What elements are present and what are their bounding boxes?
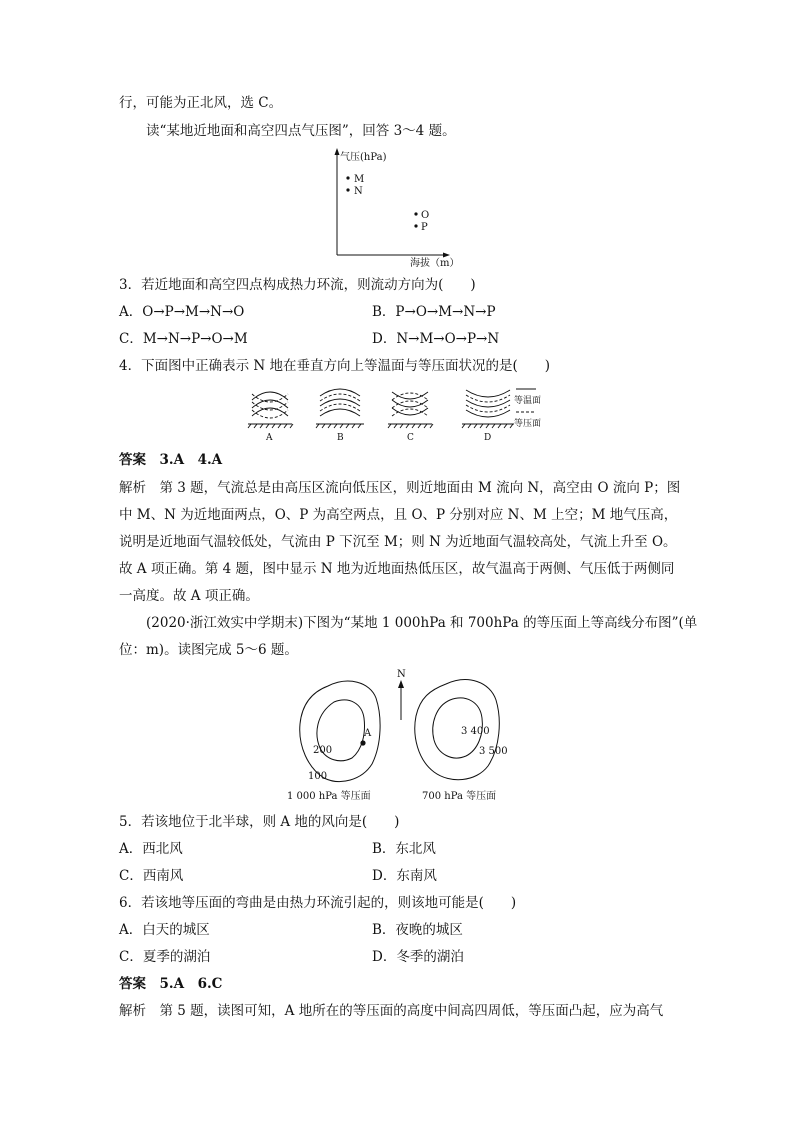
- answer-5-6: 答案 5.A 6.C: [119, 976, 223, 992]
- option-3a: A．O→P→M→N→O: [119, 304, 245, 320]
- option-5d: D．东南风: [372, 868, 437, 884]
- explanation-line: 中 M、N 为近地面两点，O、P 为高空两点，且 O、P 分别对应 N、M 上空；M 地气压高，: [119, 507, 678, 523]
- legend-isobar-label: 等压面: [514, 419, 542, 429]
- ground-a: [248, 424, 293, 428]
- point-a-label: A: [364, 728, 372, 739]
- question-3: 3．若近地面和高空四点构成热力环流，则流动方向为( ): [119, 277, 476, 293]
- point-m-label: M: [354, 174, 365, 185]
- contour-map-figure: [270, 664, 530, 806]
- ground-b: [316, 424, 364, 428]
- panel-a: [252, 392, 288, 418]
- panel-b: [320, 389, 360, 416]
- option-5a: A．西北风: [119, 841, 183, 857]
- isosurface-options-figure: [244, 382, 554, 444]
- option-3d: D．N→M→O→P→N: [372, 331, 500, 347]
- point-o-label: O: [421, 210, 430, 221]
- question-4: 4．下面图中正确表示 N 地在垂直方向上等温面与等压面状况的是( ): [119, 358, 551, 374]
- option-5c: C．西南风: [119, 868, 184, 884]
- point-n-marker: [346, 188, 349, 191]
- explanation-line: 故 A 项正确。第 4 题，图中显示 N 地为近地面热低压区，故气温高于两侧、气压低于两侧同: [119, 561, 675, 577]
- question-6: 6．若该地等压面的弯曲是由热力环流引起的，则该地可能是( ): [119, 895, 517, 911]
- ground-d: [462, 424, 514, 428]
- question-intro: 读“某地近地面和高空四点气压图”，回答 3～4 题。: [146, 123, 456, 139]
- point-o-marker: [414, 212, 417, 215]
- x-axis-label: 海拔（m）: [410, 258, 460, 268]
- pressure-altitude-figure: [330, 146, 470, 268]
- point-p-label: P: [421, 222, 428, 233]
- panel-d: [466, 390, 510, 417]
- explanation-line: 解析 第 5 题，读图可知，A 地所在的等压面的高度中间高四周低，等压面凸起，应为高气: [119, 1003, 664, 1019]
- panel-d-label: D: [484, 433, 492, 443]
- option-3c: C．M→N→P→O→M: [119, 331, 248, 347]
- contour-label-200: 200: [313, 745, 333, 756]
- left-map-caption: 1 000 hPa 等压面: [287, 791, 371, 802]
- contour-label-100: 100: [308, 771, 328, 782]
- point-p-marker: [414, 224, 417, 227]
- question-intro: 位：m)。读图完成 5～6 题。: [119, 642, 298, 658]
- panel-c-label: C: [407, 433, 414, 443]
- panel-b-label: B: [337, 433, 344, 443]
- point-m-marker: [346, 176, 349, 179]
- explanation-line: 说明是近地面气温较低处，气流由 P 下沉至 M；则 N 为近地面气温较高处，气流上升至 O。: [119, 534, 677, 550]
- point-n-label: N: [354, 186, 363, 197]
- question-5: 5．若该地位于北半球，则 A 地的风向是( ): [119, 814, 400, 830]
- answer-3-4: 答案 3.A 4.A: [119, 452, 223, 468]
- contour-label-3400: 3 400: [461, 726, 490, 737]
- question-intro: (2020·浙江效实中学期末)下图为“某地 1 000hPa 和 700hPa 的等压面上等高线分布图”(单: [146, 615, 698, 631]
- text-line: 行，可能为正北风，选 C。: [119, 95, 283, 111]
- option-6c: C．夏季的湖泊: [119, 949, 211, 965]
- north-arrow-icon: [398, 680, 404, 688]
- option-6b: B．夜晚的城区: [372, 922, 463, 938]
- north-label: N: [397, 669, 406, 680]
- point-a-marker: [360, 740, 365, 745]
- y-axis-label: 气压(hPa): [340, 152, 387, 163]
- option-3b: B．P→O→M→N→P: [372, 304, 496, 320]
- explanation-line: 解析 第 3 题，气流总是由高压区流向低压区，则近地面由 M 流向 N，高空由 O 流向 P；图: [119, 480, 681, 496]
- option-6a: A．白天的城区: [119, 922, 210, 938]
- explanation-line: 一高度。故 A 项正确。: [119, 588, 259, 604]
- panel-a-label: A: [266, 433, 273, 443]
- y-axis-arrow-icon: [335, 148, 340, 155]
- right-map-caption: 700 hPa 等压面: [422, 791, 497, 802]
- contour-label-3500: 3 500: [479, 746, 508, 757]
- legend-isotherm-label: 等温面: [514, 396, 542, 406]
- x-axis-arrow-icon: [443, 253, 450, 258]
- option-6d: D．冬季的湖泊: [372, 949, 464, 965]
- option-5b: B．东北风: [372, 841, 436, 857]
- panel-c: [392, 392, 428, 416]
- ground-c: [388, 424, 433, 428]
